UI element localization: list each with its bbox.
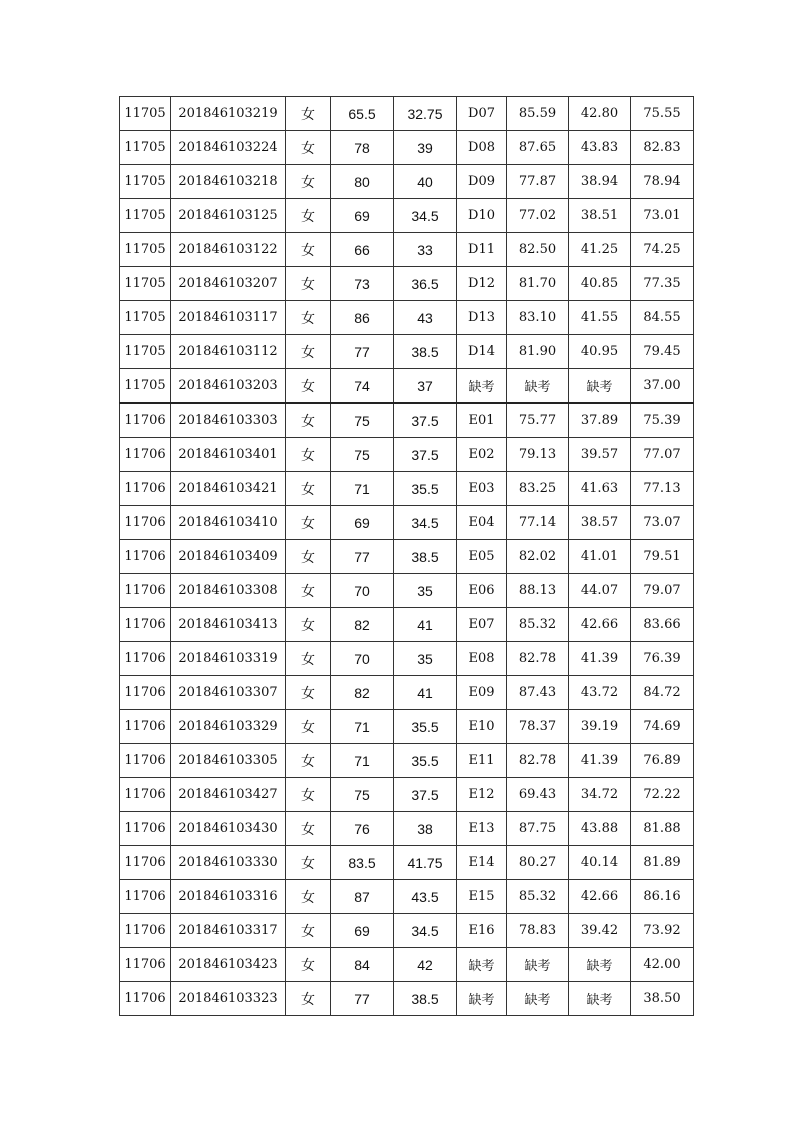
interview-weighted-cell: 42.80 [569, 97, 631, 131]
gender-cell: 女 [286, 778, 331, 812]
exam-id-cell: 201846103413 [171, 608, 286, 642]
written-weighted-cell: 35.5 [394, 472, 457, 506]
interview-seq-cell: D12 [457, 267, 507, 301]
post-code-cell: 11705 [120, 301, 171, 335]
written-weighted-cell: 38 [394, 812, 457, 846]
interview-score-cell: 82.02 [507, 540, 569, 574]
interview-seq-cell: E03 [457, 472, 507, 506]
exam-id-cell: 201846103308 [171, 574, 286, 608]
gender-cell: 女 [286, 438, 331, 472]
gender-cell: 女 [286, 710, 331, 744]
gender-cell: 女 [286, 574, 331, 608]
total-score-cell: 77.35 [631, 267, 694, 301]
written-weighted-cell: 35 [394, 642, 457, 676]
written-weighted-cell: 38.5 [394, 982, 457, 1016]
post-code-cell: 11705 [120, 97, 171, 131]
post-code-cell: 11705 [120, 131, 171, 165]
gender-cell: 女 [286, 642, 331, 676]
exam-id-cell: 201846103316 [171, 880, 286, 914]
written-score-cell: 77 [331, 335, 394, 369]
table-row [120, 846, 694, 880]
interview-score-cell: 83.10 [507, 301, 569, 335]
table-row [120, 914, 694, 948]
interview-score-cell: 缺考 [507, 982, 569, 1016]
exam-id-cell: 201846103401 [171, 438, 286, 472]
interview-weighted-cell: 38.57 [569, 506, 631, 540]
interview-weighted-cell: 39.19 [569, 710, 631, 744]
interview-seq-cell: E10 [457, 710, 507, 744]
interview-weighted-cell: 缺考 [569, 982, 631, 1016]
total-score-cell: 79.45 [631, 335, 694, 369]
written-weighted-cell: 41 [394, 608, 457, 642]
written-score-cell: 69 [331, 199, 394, 233]
interview-score-cell: 78.37 [507, 710, 569, 744]
table-row [120, 540, 694, 574]
table-row [120, 165, 694, 199]
interview-score-cell: 83.25 [507, 472, 569, 506]
interview-seq-cell: E06 [457, 574, 507, 608]
written-weighted-cell: 32.75 [394, 97, 457, 131]
gender-cell: 女 [286, 131, 331, 165]
exam-id-cell: 201846103219 [171, 97, 286, 131]
post-code-cell: 11706 [120, 574, 171, 608]
interview-weighted-cell: 40.95 [569, 335, 631, 369]
interview-weighted-cell: 41.55 [569, 301, 631, 335]
interview-score-cell: 80.27 [507, 846, 569, 880]
exam-id-cell: 201846103430 [171, 812, 286, 846]
gender-cell: 女 [286, 506, 331, 540]
total-score-cell: 72.22 [631, 778, 694, 812]
gender-cell: 女 [286, 812, 331, 846]
interview-score-cell: 87.43 [507, 676, 569, 710]
post-code-cell: 11706 [120, 744, 171, 778]
exam-id-cell: 201846103319 [171, 642, 286, 676]
written-score-cell: 75 [331, 403, 394, 438]
interview-seq-cell: E02 [457, 438, 507, 472]
total-score-cell: 74.69 [631, 710, 694, 744]
table-row [120, 233, 694, 267]
written-score-cell: 73 [331, 267, 394, 301]
interview-seq-cell: D09 [457, 165, 507, 199]
post-code-cell: 11706 [120, 914, 171, 948]
table-row [120, 982, 694, 1016]
total-score-cell: 76.39 [631, 642, 694, 676]
written-score-cell: 65.5 [331, 97, 394, 131]
gender-cell: 女 [286, 982, 331, 1016]
written-weighted-cell: 34.5 [394, 199, 457, 233]
written-weighted-cell: 33 [394, 233, 457, 267]
written-weighted-cell: 34.5 [394, 506, 457, 540]
interview-seq-cell: D07 [457, 97, 507, 131]
table-row [120, 335, 694, 369]
written-score-cell: 86 [331, 301, 394, 335]
interview-seq-cell: E15 [457, 880, 507, 914]
exam-id-cell: 201846103303 [171, 403, 286, 438]
table-row [120, 608, 694, 642]
written-score-cell: 66 [331, 233, 394, 267]
post-code-cell: 11706 [120, 608, 171, 642]
written-weighted-cell: 38.5 [394, 335, 457, 369]
written-score-cell: 74 [331, 369, 394, 404]
interview-score-cell: 87.65 [507, 131, 569, 165]
written-score-cell: 78 [331, 131, 394, 165]
table-row [120, 948, 694, 982]
written-score-cell: 77 [331, 982, 394, 1016]
interview-score-cell: 82.78 [507, 642, 569, 676]
interview-score-cell: 缺考 [507, 948, 569, 982]
interview-seq-cell: 缺考 [457, 948, 507, 982]
table-body [120, 97, 694, 1016]
exam-id-cell: 201846103112 [171, 335, 286, 369]
gender-cell: 女 [286, 948, 331, 982]
interview-weighted-cell: 缺考 [569, 948, 631, 982]
written-weighted-cell: 34.5 [394, 914, 457, 948]
written-score-cell: 71 [331, 744, 394, 778]
written-weighted-cell: 37.5 [394, 438, 457, 472]
interview-seq-cell: E11 [457, 744, 507, 778]
exam-id-cell: 201846103423 [171, 948, 286, 982]
written-score-cell: 84 [331, 948, 394, 982]
gender-cell: 女 [286, 369, 331, 404]
interview-score-cell: 85.59 [507, 97, 569, 131]
exam-id-cell: 201846103218 [171, 165, 286, 199]
written-score-cell: 71 [331, 472, 394, 506]
table-row [120, 676, 694, 710]
written-weighted-cell: 42 [394, 948, 457, 982]
gender-cell: 女 [286, 846, 331, 880]
interview-seq-cell: E09 [457, 676, 507, 710]
table-row [120, 744, 694, 778]
post-code-cell: 11706 [120, 778, 171, 812]
exam-id-cell: 201846103203 [171, 369, 286, 404]
interview-weighted-cell: 缺考 [569, 369, 631, 404]
interview-weighted-cell: 42.66 [569, 608, 631, 642]
exam-id-cell: 201846103207 [171, 267, 286, 301]
exam-id-cell: 201846103224 [171, 131, 286, 165]
interview-seq-cell: E08 [457, 642, 507, 676]
total-score-cell: 75.55 [631, 97, 694, 131]
total-score-cell: 79.51 [631, 540, 694, 574]
total-score-cell: 42.00 [631, 948, 694, 982]
table-row [120, 403, 694, 438]
total-score-cell: 37.00 [631, 369, 694, 404]
table-row [120, 369, 694, 404]
interview-weighted-cell: 43.83 [569, 131, 631, 165]
total-score-cell: 75.39 [631, 403, 694, 438]
total-score-cell: 77.13 [631, 472, 694, 506]
post-code-cell: 11706 [120, 710, 171, 744]
exam-id-cell: 201846103307 [171, 676, 286, 710]
written-weighted-cell: 39 [394, 131, 457, 165]
written-score-cell: 69 [331, 914, 394, 948]
post-code-cell: 11705 [120, 165, 171, 199]
post-code-cell: 11705 [120, 267, 171, 301]
gender-cell: 女 [286, 744, 331, 778]
interview-weighted-cell: 38.94 [569, 165, 631, 199]
interview-weighted-cell: 43.88 [569, 812, 631, 846]
total-score-cell: 83.66 [631, 608, 694, 642]
total-score-cell: 78.94 [631, 165, 694, 199]
written-score-cell: 82 [331, 676, 394, 710]
interview-weighted-cell: 41.25 [569, 233, 631, 267]
interview-seq-cell: E01 [457, 403, 507, 438]
interview-seq-cell: 缺考 [457, 369, 507, 404]
gender-cell: 女 [286, 335, 331, 369]
written-score-cell: 69 [331, 506, 394, 540]
written-score-cell: 80 [331, 165, 394, 199]
total-score-cell: 38.50 [631, 982, 694, 1016]
interview-weighted-cell: 39.57 [569, 438, 631, 472]
table-row [120, 301, 694, 335]
interview-score-cell: 81.70 [507, 267, 569, 301]
gender-cell: 女 [286, 165, 331, 199]
table-row [120, 574, 694, 608]
total-score-cell: 84.72 [631, 676, 694, 710]
post-code-cell: 11706 [120, 880, 171, 914]
interview-seq-cell: E04 [457, 506, 507, 540]
exam-id-cell: 201846103409 [171, 540, 286, 574]
total-score-cell: 76.89 [631, 744, 694, 778]
post-code-cell: 11706 [120, 403, 171, 438]
exam-id-cell: 201846103410 [171, 506, 286, 540]
written-weighted-cell: 35.5 [394, 710, 457, 744]
interview-seq-cell: E16 [457, 914, 507, 948]
interview-seq-cell: E07 [457, 608, 507, 642]
interview-seq-cell: D08 [457, 131, 507, 165]
gender-cell: 女 [286, 233, 331, 267]
interview-weighted-cell: 40.14 [569, 846, 631, 880]
interview-score-cell: 82.50 [507, 233, 569, 267]
written-weighted-cell: 36.5 [394, 267, 457, 301]
written-weighted-cell: 37.5 [394, 403, 457, 438]
interview-weighted-cell: 37.89 [569, 403, 631, 438]
table-row [120, 642, 694, 676]
total-score-cell: 84.55 [631, 301, 694, 335]
table-row [120, 880, 694, 914]
total-score-cell: 82.83 [631, 131, 694, 165]
exam-id-cell: 201846103317 [171, 914, 286, 948]
interview-weighted-cell: 41.39 [569, 744, 631, 778]
post-code-cell: 11706 [120, 472, 171, 506]
interview-weighted-cell: 41.01 [569, 540, 631, 574]
interview-score-cell: 75.77 [507, 403, 569, 438]
table-row [120, 199, 694, 233]
table-row [120, 812, 694, 846]
gender-cell: 女 [286, 267, 331, 301]
post-code-cell: 11706 [120, 846, 171, 880]
written-weighted-cell: 38.5 [394, 540, 457, 574]
post-code-cell: 11705 [120, 369, 171, 404]
interview-score-cell: 缺考 [507, 369, 569, 404]
exam-id-cell: 201846103330 [171, 846, 286, 880]
interview-seq-cell: E13 [457, 812, 507, 846]
written-score-cell: 76 [331, 812, 394, 846]
written-weighted-cell: 41 [394, 676, 457, 710]
interview-score-cell: 88.13 [507, 574, 569, 608]
post-code-cell: 11706 [120, 812, 171, 846]
written-score-cell: 70 [331, 574, 394, 608]
interview-seq-cell: E05 [457, 540, 507, 574]
exam-id-cell: 201846103117 [171, 301, 286, 335]
interview-seq-cell: D10 [457, 199, 507, 233]
gender-cell: 女 [286, 914, 331, 948]
written-score-cell: 71 [331, 710, 394, 744]
post-code-cell: 11706 [120, 982, 171, 1016]
interview-seq-cell: 缺考 [457, 982, 507, 1016]
written-score-cell: 87 [331, 880, 394, 914]
written-score-cell: 82 [331, 608, 394, 642]
written-weighted-cell: 40 [394, 165, 457, 199]
interview-score-cell: 77.87 [507, 165, 569, 199]
interview-weighted-cell: 42.66 [569, 880, 631, 914]
post-code-cell: 11705 [120, 335, 171, 369]
gender-cell: 女 [286, 676, 331, 710]
gender-cell: 女 [286, 199, 331, 233]
total-score-cell: 74.25 [631, 233, 694, 267]
gender-cell: 女 [286, 97, 331, 131]
interview-weighted-cell: 39.42 [569, 914, 631, 948]
gender-cell: 女 [286, 472, 331, 506]
written-weighted-cell: 35.5 [394, 744, 457, 778]
written-weighted-cell: 37.5 [394, 778, 457, 812]
gender-cell: 女 [286, 540, 331, 574]
table-row [120, 267, 694, 301]
total-score-cell: 81.89 [631, 846, 694, 880]
post-code-cell: 11706 [120, 438, 171, 472]
interview-weighted-cell: 34.72 [569, 778, 631, 812]
post-code-cell: 11705 [120, 199, 171, 233]
table-row [120, 778, 694, 812]
post-code-cell: 11705 [120, 233, 171, 267]
table-row [120, 472, 694, 506]
total-score-cell: 77.07 [631, 438, 694, 472]
interview-weighted-cell: 38.51 [569, 199, 631, 233]
exam-id-cell: 201846103122 [171, 233, 286, 267]
post-code-cell: 11706 [120, 676, 171, 710]
total-score-cell: 86.16 [631, 880, 694, 914]
written-weighted-cell: 37 [394, 369, 457, 404]
exam-id-cell: 201846103323 [171, 982, 286, 1016]
gender-cell: 女 [286, 301, 331, 335]
post-code-cell: 11706 [120, 642, 171, 676]
table-row [120, 131, 694, 165]
exam-id-cell: 201846103125 [171, 199, 286, 233]
table-row [120, 438, 694, 472]
gender-cell: 女 [286, 608, 331, 642]
written-weighted-cell: 43.5 [394, 880, 457, 914]
interview-score-cell: 69.43 [507, 778, 569, 812]
interview-score-cell: 81.90 [507, 335, 569, 369]
exam-id-cell: 201846103427 [171, 778, 286, 812]
interview-seq-cell: D14 [457, 335, 507, 369]
interview-weighted-cell: 41.63 [569, 472, 631, 506]
total-score-cell: 73.01 [631, 199, 694, 233]
interview-weighted-cell: 41.39 [569, 642, 631, 676]
total-score-cell: 73.92 [631, 914, 694, 948]
exam-id-cell: 201846103305 [171, 744, 286, 778]
interview-score-cell: 78.83 [507, 914, 569, 948]
table-row [120, 506, 694, 540]
interview-seq-cell: E14 [457, 846, 507, 880]
total-score-cell: 73.07 [631, 506, 694, 540]
exam-id-cell: 201846103329 [171, 710, 286, 744]
total-score-cell: 81.88 [631, 812, 694, 846]
interview-weighted-cell: 43.72 [569, 676, 631, 710]
written-score-cell: 77 [331, 540, 394, 574]
post-code-cell: 11706 [120, 506, 171, 540]
written-weighted-cell: 35 [394, 574, 457, 608]
total-score-cell: 79.07 [631, 574, 694, 608]
interview-score-cell: 82.78 [507, 744, 569, 778]
interview-weighted-cell: 40.85 [569, 267, 631, 301]
written-score-cell: 70 [331, 642, 394, 676]
interview-seq-cell: D13 [457, 301, 507, 335]
interview-score-cell: 85.32 [507, 608, 569, 642]
written-weighted-cell: 41.75 [394, 846, 457, 880]
interview-score-cell: 77.02 [507, 199, 569, 233]
written-weighted-cell: 43 [394, 301, 457, 335]
interview-seq-cell: D11 [457, 233, 507, 267]
written-score-cell: 83.5 [331, 846, 394, 880]
interview-score-cell: 77.14 [507, 506, 569, 540]
gender-cell: 女 [286, 880, 331, 914]
interview-score-cell: 87.75 [507, 812, 569, 846]
interview-seq-cell: E12 [457, 778, 507, 812]
gender-cell: 女 [286, 403, 331, 438]
written-score-cell: 75 [331, 778, 394, 812]
interview-weighted-cell: 44.07 [569, 574, 631, 608]
interview-score-cell: 79.13 [507, 438, 569, 472]
post-code-cell: 11706 [120, 948, 171, 982]
interview-score-cell: 85.32 [507, 880, 569, 914]
post-code-cell: 11706 [120, 540, 171, 574]
score-table [119, 96, 694, 1016]
table-row [120, 710, 694, 744]
table-row [120, 97, 694, 131]
exam-id-cell: 201846103421 [171, 472, 286, 506]
written-score-cell: 75 [331, 438, 394, 472]
